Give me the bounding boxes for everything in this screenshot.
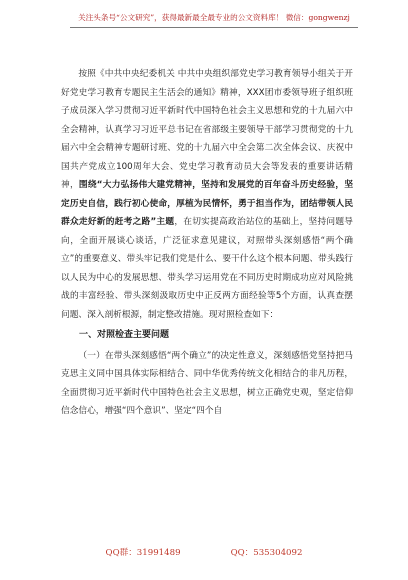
footer	[0, 546, 408, 558]
intro-text-part1: 按照《中共中央纪委机关 中共中央组织部党史学习教育领导小组关于开好党史学习教育专题民主生活会的通知》精神，XXX团市委领导班子组织班子成员深入学习贯彻习近平新时代中国特色社会主义思想和党的十九届六中全会精神，认真学习习近平总书记在省部级主要领导干部学习贯彻党的十九届六中全会精神专题研讨班、党的十九届六中全会第二次全体会议、庆祝中国共产党成立100周年大会、党史学习教育动员大会等发表的重要讲话精神，	[61, 69, 353, 190]
intro-theme-bold: 围绕“大力弘扬伟大建党精神，坚持和发展党的百年奋斗历史经验，坚定历史自信，践行初心使命，厚植为民情怀，勇于担当作为，团结带领人民群众走好新的赶考之路”主题	[61, 180, 354, 227]
document-body	[61, 65, 353, 421]
intro-text-part2: ，在切实提高政治站位的基础上，坚持问题导向，全面开展谈心谈话，广泛征求意见建议，对照带头深刻感悟“两个确立”的重要意义、带头牢记我们党是什么、要干什么这个根本问题、带头践行以人民为中心的发展思想、带头学习运用党在不同历史时期成功应对风险挑战的丰富经验、带头深刻汲取历史中正反两方面经验等5个方面，认真查摆问题、深入剖析根源，制定整改措施。现对照检查如下：	[61, 217, 353, 320]
footer-qq-group: QQ群：31991489	[105, 548, 181, 558]
header-banner: 关注头条号“公文研究”，获得最新最全最专业的公文资料库！ 微信：gongwenzj	[70, 12, 358, 28]
paragraph-section-1: （一）在带头深刻感悟“两个确立”的决定性意义，深刻感悟党坚持把马克思主义同中国具体实际相结合、同中华优秀传统文化相结合的非凡历程，全面贯彻习近平新时代中国特色社会主义思想，树立正确党史观，坚定信仰信念信心，增强“四个意识”、坚定“四个自	[61, 350, 353, 416]
section-heading: 一、对照检查主要问题	[79, 330, 170, 340]
paragraph-intro	[61, 65, 353, 324]
footer-qq: QQ：535304092	[230, 548, 303, 558]
